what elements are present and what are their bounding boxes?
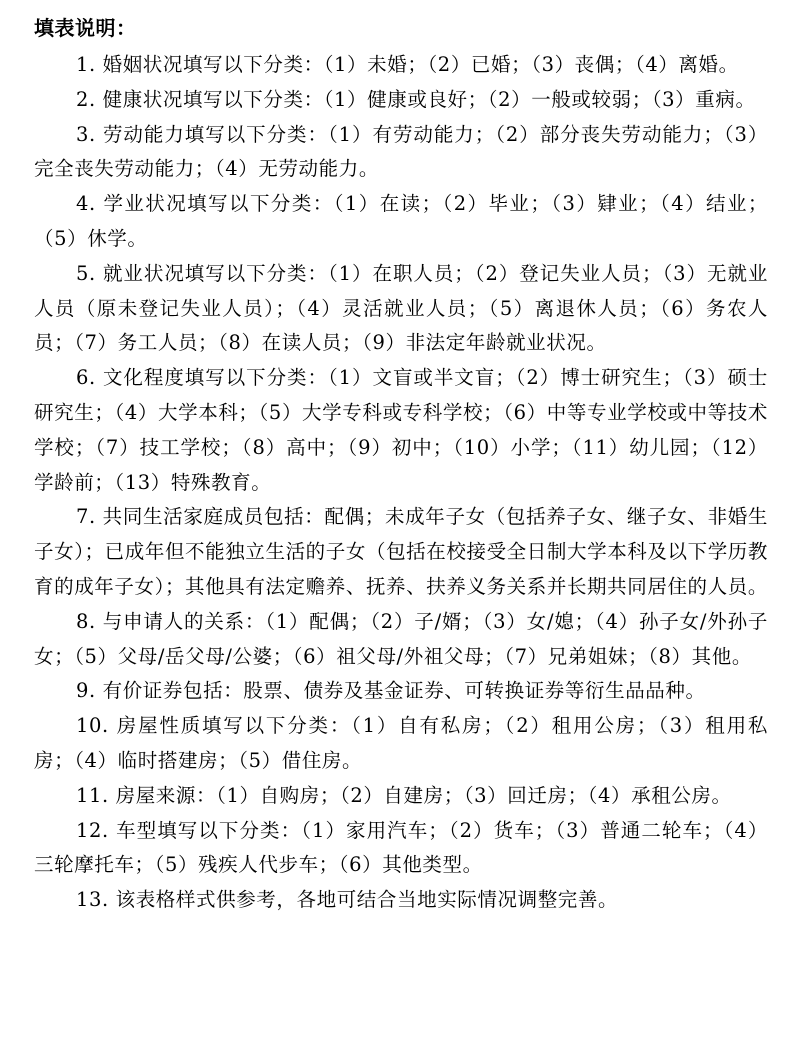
instruction-item-8: 8. 与申请人的关系：（1）配偶；（2）子/婿；（3）女/媳；（4）孙子女/外孙子女；（5）父母/岳父母/公婆；（6）祖父母/外祖父母；（7）兄弟姐妹；（8）其他。 bbox=[34, 609, 768, 668]
instruction-item-6: 6. 文化程度填写以下分类：（1）文盲或半文盲；（2）博士研究生；（3）硕士研究生；（4）大学本科；（5）大学专科或专科学校；（6）中等专业学校或中等技术学校；（7）技工学校；（8）高中；（9）初中；（10）小学；（11）幼儿园；（12）学龄前；（13）特殊教育。 bbox=[34, 366, 768, 494]
instruction-item-10: 10. 房屋性质填写以下分类：（1）自有私房；（2）租用公房；（3）租用私房；（4）临时搭建房；（5）借住房。 bbox=[34, 714, 768, 772]
instruction-item-1: 1. 婚姻状况填写以下分类：（1）未婚；（2）已婚；（3）丧偶；（4）离婚。 bbox=[76, 53, 739, 76]
instruction-item-11: 11. 房屋来源：（1）自购房；（2）自建房；（3）回迁房；（4）承租公房。 bbox=[76, 783, 732, 807]
instruction-item-13: 13. 该表格样式供参考，各地可结合当地实际情况调整完善。 bbox=[76, 888, 619, 912]
instruction-item-12: 12. 车型填写以下分类：（1）家用汽车；（2）货车；（3）普通二轮车；（4）三轮摩托车；（5）残疾人代步车；（6）其他类型。 bbox=[34, 818, 768, 877]
instruction-item-7: 7. 共同生活家庭成员包括：配偶；未成年子女（包括养子女、继子女、非婚生子女）；已成年但不能独立生活的子女（包括在校接受全日制大学本科及以下学历教育的成年子女）；其他具有法定赡养、抚养、扶养义务关系并长期共同居住的人员。 bbox=[34, 505, 768, 598]
instruction-item-2: 2. 健康状况填写以下分类：（1）健康或良好；（2）一般或较弱；（3）重病。 bbox=[76, 87, 756, 111]
instruction-item-4: 4. 学业状况填写以下分类：（1）在读；（2）毕业；（3）肄业；（4）结业；（5）休学。 bbox=[34, 192, 768, 250]
instruction-item-5: 5. 就业状况填写以下分类：（1）在职人员；（2）登记失业人员；（3）无就业人员（原未登记失业人员）；（4）灵活就业人员；（5）离退休人员；（6）务农人员；（7）务工人员；（8）在读人员；（9）非法定年龄就业状况。 bbox=[34, 261, 768, 355]
instructions-document bbox=[34, 8, 768, 918]
instruction-item-3: 3. 劳动能力填写以下分类：（1）有劳动能力；（2）部分丧失劳动能力；（3）完全丧失劳动能力；（4）无劳动能力。 bbox=[34, 122, 768, 181]
instruction-item-9: 9. 有价证券包括：股票、债券及基金证券、可转换证券等衍生品品种。 bbox=[76, 679, 706, 703]
document-title: 填表说明： bbox=[34, 16, 137, 40]
